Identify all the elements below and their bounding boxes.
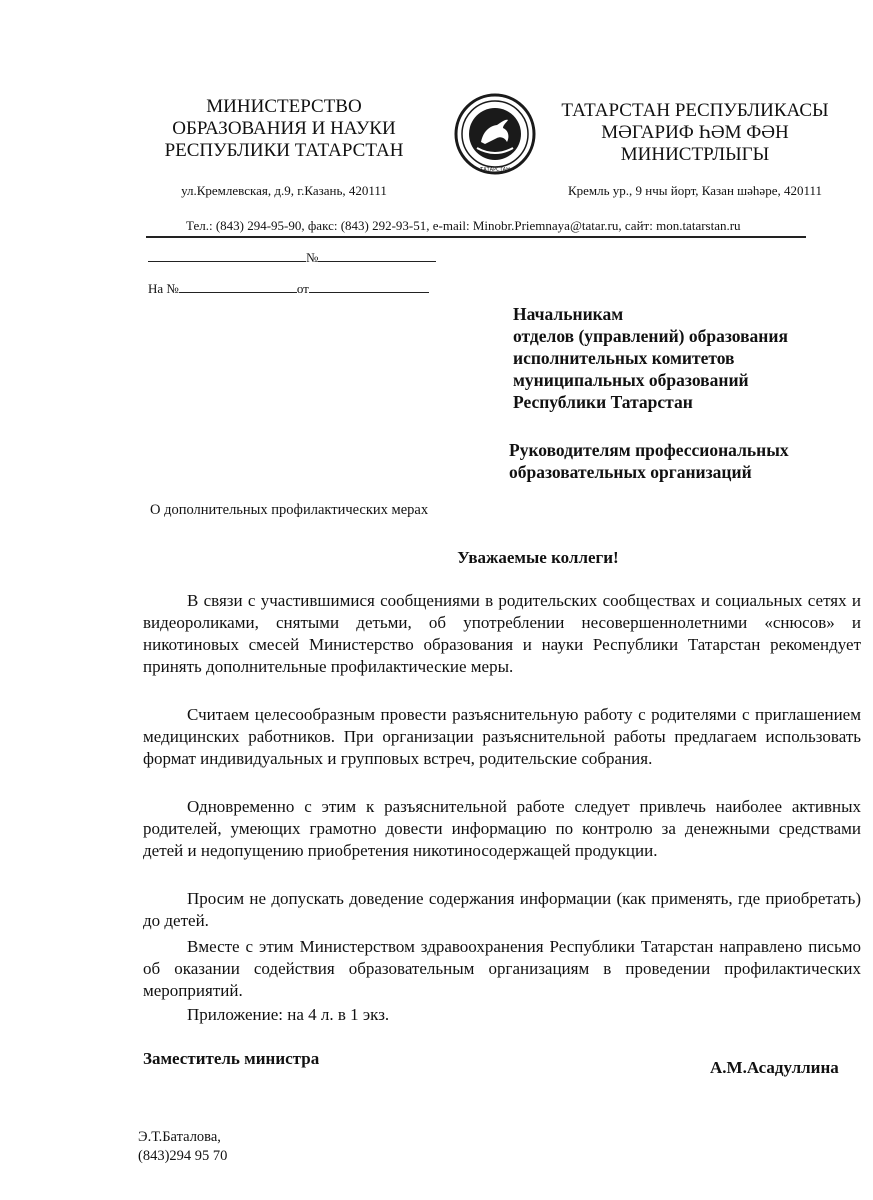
body-paragraph: Одновременно с этим к разъяснительной работе следует привлечь наиболее активных родителей, умеющих грамотно довести информацию по контролю за денежными средствами детей и недопущению приобретения никотиносодержащей продукции. (143, 797, 861, 860)
recipient-line: образовательных организаций (509, 462, 752, 482)
address-tt: Кремль ур., 9 нчы йорт, Казан шәһәре, 420111 (567, 183, 823, 198)
attachment-note: Приложение: на 4 л. в 1 экз. (187, 1005, 390, 1024)
emblem-ring-text: ТАТАРСТАН (480, 167, 510, 173)
org-line: МИНИСТРЛЫГЫ (620, 144, 770, 165)
body-paragraph: Считаем целесообразным провести разъяснительную работу с родителями с приглашением медицинских работников. При организации разъяснительной работы предлагаем использовать формат индивидуальных и групповых встреч, родительские собрания. (143, 705, 861, 768)
address-ru: ул.Кремлевская, д.9, г.Казань, 420111 (181, 183, 387, 198)
greeting-text: Уважаемые коллеги! (457, 548, 619, 567)
ministry-header-ru (150, 96, 418, 202)
date-blank (148, 251, 306, 262)
org-line: МӘГАРИФ ҺӘМ ФӘН (601, 122, 789, 143)
recipient-line: Руководителям профессиональных (509, 440, 789, 460)
body-paragraph: Вместе с этим Министерством здравоохранения Республики Татарстан направлено письмо об оказании содействия образовательным организациям в проведении профилактических мероприятий. (143, 937, 861, 1000)
org-line: РЕСПУБЛИКИ ТАТАРСТАН (164, 140, 404, 161)
recipient-line: муниципальных образований (513, 370, 749, 390)
recipient-line: исполнительных комитетов (513, 348, 735, 368)
incoming-number-blank (179, 282, 297, 293)
body-paragraph: В связи с участившимися сообщениями в родительских сообществах и социальных сетях и видеороликами, снятыми детьми, об употреблении несовершеннолетними «снюсов» и никотиновых смесей Министерство образования и науки Республики Татарстан рекомендует принять дополнительные профилактические меры. (143, 591, 861, 676)
org-line: МИНИСТЕРСТВО (206, 96, 362, 117)
incoming-label: На № (148, 281, 179, 296)
number-label: № (306, 250, 319, 265)
from-label: от (296, 281, 309, 296)
recipient-line: отделов (управлений) образования (513, 326, 788, 346)
header-divider (146, 236, 806, 238)
org-line: ОБРАЗОВАНИЯ И НАУКИ (172, 118, 396, 139)
from-date-blank (309, 282, 429, 293)
org-line: ТАТАРСТАН РЕСПУБЛИКАСЫ (561, 100, 829, 121)
recipient-line: Республики Татарстан (513, 392, 693, 412)
number-blank (318, 251, 436, 262)
body-paragraph: Просим не допускать доведение содержания информации (как применять, где приобретать) до детей. (143, 889, 861, 930)
executor-name: Э.Т.Баталова, (138, 1129, 221, 1145)
tatarstan-emblem-icon (453, 92, 537, 176)
greeting (150, 548, 873, 568)
executor-info (138, 1128, 227, 1166)
signatory-title: Заместитель министра (143, 1049, 320, 1068)
outgoing-number-field (148, 250, 436, 266)
signatory-name: А.М.Асадуллина (710, 1058, 839, 1077)
contacts-line: Тел.: (843) 294-95-90, факс: (843) 292-93-51, e-mail: Minobr.Priemnaya@tatar.ru, сайт: mon.tatarstan.ru (186, 218, 741, 233)
ministry-header-tt (545, 100, 845, 202)
recipients-group-2 (509, 439, 789, 483)
recipients-group-1 (513, 303, 788, 413)
recipient-line: Начальникам (513, 304, 624, 324)
letter-subject: О дополнительных профилактических мерах (150, 502, 429, 518)
executor-phone: (843)294 95 70 (138, 1148, 228, 1164)
incoming-number-field (148, 281, 429, 297)
